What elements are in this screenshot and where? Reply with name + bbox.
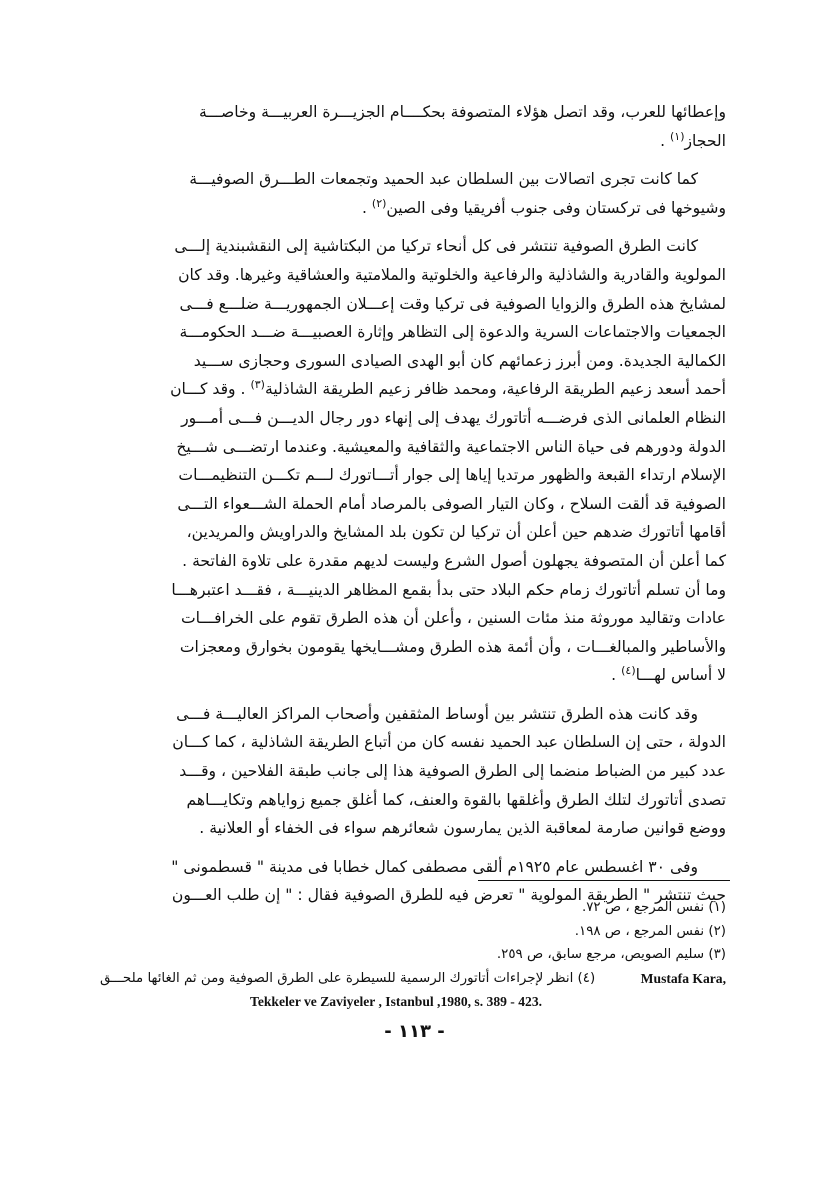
paragraph-1 bbox=[102, 98, 726, 155]
main-text bbox=[102, 98, 726, 910]
text-line: الإسلام ارتداء القبعة والظهور مرتديا إياها إلى جوار أتـــاتورك لـــم تكـــن التنظيمـــات bbox=[178, 466, 726, 485]
paragraph-4 bbox=[102, 700, 726, 843]
text-line: الصوفية قد ألقت السلاح ، وكان التيار الصوفى بالمرصاد أمام الحملة الشـــعواء التـــى bbox=[177, 494, 726, 513]
page-number: - ١١٣ - bbox=[384, 1021, 445, 1042]
footnote-3: (٣) سليم الصويص، مرجع سابق، ص ٢٥٩. bbox=[496, 947, 726, 962]
footnote-4-citation: Tekkeler ve Zaviyeler , Istanbul ,1980, s. 389 - 423. bbox=[250, 994, 543, 1009]
text-line: والأساطير والمبالغـــات ، وأن أئمة هذه الطرق ومشـــايخها يقومون بخوارق ومعجزات bbox=[179, 637, 726, 656]
text-line: الكمالية الجديدة. ومن أبرز زعمائهم كان أبو الهدى الصيادى السورى وحجازى ســـيد bbox=[193, 351, 726, 370]
text-line: الحجاز bbox=[684, 131, 726, 150]
text-line-tail: . bbox=[611, 666, 622, 685]
text-line: المولوية والقادرية والشاذلية والرفاعية والخلوتية والملامتية والعشاقية وغيرها. وقد كان bbox=[178, 265, 726, 284]
footnote-2: (٢) نفس المرجع ، ص ١٩٨. bbox=[574, 923, 726, 939]
text-line: النظام العلمانى الذى فرضـــه أتاتورك يهدف إلى إنهاء دور رجال الديـــن فـــى أمـــور bbox=[181, 408, 726, 427]
text-line-tail: . bbox=[361, 198, 372, 217]
text-line: لمشايخ هذه الطرق والزوايا الصوفية فى تركيا وقت إعـــلان الجمهوريـــة ضلـــع فـــى bbox=[179, 294, 726, 313]
text-line: أحمد أسعد زعيم الطريقة الرفاعية، ومحمد ظافر زعيم الطريقة الشاذلية bbox=[264, 380, 726, 399]
paragraph-3 bbox=[102, 232, 726, 690]
text-line: عدد كبير من الضباط منضما إلى الطرق الصوفية هذا إلى جانب طبقة الفلاحين ، وقـــد bbox=[179, 762, 726, 781]
text-line: لا أساس لهـــا bbox=[635, 666, 726, 685]
text-line: وقد كانت هذه الطرق تنتشر بين أوساط المثقفين وأصحاب المراكز العاليـــة فـــى bbox=[176, 704, 698, 723]
footnote-4-arabic: (٤) انظر لإجراءات أتاتورك الرسمية للسيطرة على الطرق الصوفية ومن ثم الغائها ملحـــق bbox=[100, 970, 596, 986]
text-line-tail: . bbox=[660, 131, 670, 150]
text-line: ووضع قوانين صارمة لمعاقبة الذين يمارسون شعائرهم سواء فى الخفاء أو العلانية . bbox=[199, 819, 726, 838]
footnote-4-author: Mustafa Kara, bbox=[640, 970, 726, 986]
footnote-ref-4: (٤) bbox=[621, 664, 636, 678]
footnote-divider bbox=[478, 880, 730, 881]
text-line: وما أن تسلم أتاتورك زمام حكم البلاد حتى بدأ بقمع المظاهر الدينيـــة ، فقـــد اعتبرهـــا bbox=[171, 580, 726, 599]
text-line-tail: . وقد كـــان bbox=[170, 380, 251, 399]
footnote-ref-1: (١) bbox=[669, 129, 685, 143]
text-line: وإعطائها للعرب، وقد اتصل هؤلاء المتصوفة بحكــــام الجزيـــرة العربيـــة وخاصـــة bbox=[198, 103, 726, 121]
footnote-ref-3: (٣) bbox=[250, 378, 265, 392]
text-line: الدولة ، حتى إن السلطان عبد الحميد نفسه كان من أتباع الطريقة الشاذلية ، كما كـــان bbox=[172, 733, 726, 752]
text-line: أقامها أتاتورك ضدهم حين أعلن أن تركيا لن تكون بلد المشايخ والدراويش والمريدين، bbox=[186, 523, 726, 542]
footnotes bbox=[100, 896, 726, 1014]
text-line: وفى ٣٠ اغسطس عام ١٩٢٥م ألقى مصطفى كمال خطابا فى مدينة " قسطمونى " bbox=[171, 857, 698, 876]
text-line: وشيوخها فى تركستان وفى جنوب أفريقيا وفى الصين bbox=[386, 198, 726, 217]
text-line: كما أعلن أن المتصوفة يجهلون أصول الشرع وليست لديهم مقدرة على تلاوة الفاتحة . bbox=[182, 551, 726, 570]
footnote-ref-2: (٢) bbox=[371, 196, 387, 210]
text-line: الدولة ودورهم فى حياة الناس الاجتماعية والثقافية والمعيشية. وعندما ارتضـــى شـــيخ bbox=[176, 437, 726, 456]
footnote-1: (١) نفس المرجع ، ص ٧٢. bbox=[581, 900, 726, 915]
footnote-4 bbox=[100, 967, 726, 991]
text-line: حيث تنتشر " الطريقة المولوية " تعرض فيه للطرق الصوفية فقال : " إن طلب العـــون bbox=[171, 886, 726, 905]
paragraph-2 bbox=[102, 165, 726, 222]
text-line: كانت الطرق الصوفية تنتشر فى كل أنحاء تركيا من البكتاشية إلى النقشبندية إلـــى bbox=[174, 237, 698, 256]
text-line: كما كانت تجرى اتصالات بين السلطان عبد الحميد وتجمعات الطـــرق الصوفيـــة bbox=[189, 170, 698, 189]
text-line: الجمعيات والاجتماعات السرية والدعوة إلى التظاهر وإثارة العصبيـــة ضـــد الحكومـــة bbox=[179, 323, 726, 342]
text-line: تصدى أتاتورك لتلك الطرق وأغلقها بالقوة والعنف، كما أغلق جميع زواياهم وتكايـــاهم bbox=[186, 790, 726, 809]
text-line: عادات وتقاليد موروثة منذ مئات السنين ، وأعلن أن هذه الطرق تقوم على الخرافـــات bbox=[180, 609, 726, 628]
